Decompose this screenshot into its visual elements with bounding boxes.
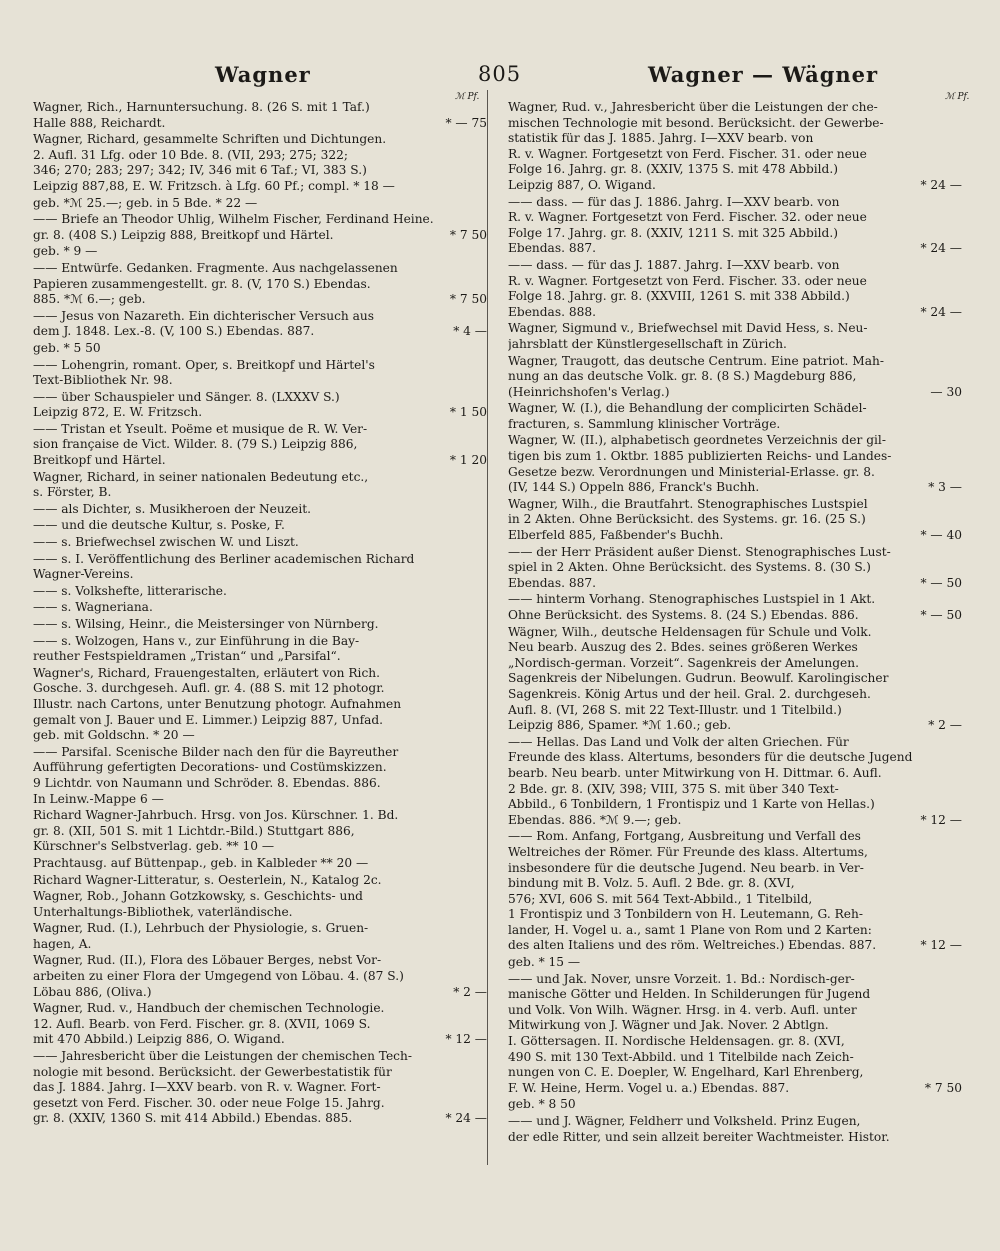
- entry-price: * 12 —: [920, 938, 962, 953]
- catalog-entry: [33, 244, 461, 260]
- entry-line: —— dass. — für das J. 1886. Jahrg. I—XXV bearb. von: [508, 194, 840, 209]
- entry-line: Sagenkreis. König Artus und der heil. Gral. 2. durchgeseh.: [508, 686, 871, 701]
- entry-line: Breitkopf und Härtel.: [33, 453, 166, 468]
- entry-line: R. v. Wagner. Fortgesetzt von Ferd. Fischer. 32. oder neue: [508, 210, 867, 225]
- entry-line: Gesetze bezw. Verordnungen und Ministerial-Erlasse. gr. 8.: [508, 464, 875, 479]
- entry-line: Wagner, W. (I.), die Behandlung der complicirten Schädel-: [508, 401, 867, 416]
- entry-line: arbeiten zu einer Flora der Umgegend von Löbau. 4. (87 S.): [33, 969, 404, 984]
- currency-unit-right: ℳ Pf.: [945, 92, 970, 102]
- entry-line: Ebendas. 887.: [508, 241, 596, 256]
- entry-line: —— als Dichter, s. Musikheroen der Neuzeit.: [33, 501, 312, 516]
- entry-line: „Nordisch-german. Vorzeit“. Sagenkreis der Amelungen.: [508, 655, 859, 670]
- entry-line: Wagner's, Richard, Frauengestalten, erläutert von Rich.: [33, 665, 380, 680]
- entry-line: Unterhaltungs-Bibliothek, vaterländische.: [33, 904, 293, 919]
- entry-line: 885. *ℳ 6.—; geb.: [33, 292, 146, 307]
- entry-line: mischen Technologie mit besond. Berücksicht. der Gewerbe-: [508, 115, 884, 130]
- entry-line: (IV, 144 S.) Oppeln 886, Franck's Buchh.: [508, 480, 760, 495]
- entry-line: 490 S. mit 130 Text-Abbild. und 1 Titelbilde nach Zeich-: [508, 1049, 854, 1064]
- entry-line: geb. *ℳ 25.—; geb. in 5 Bde. * 22 —: [33, 195, 258, 210]
- entry-line: —— Lohengrin, romant. Oper, s. Breitkopf und Härtel's: [33, 357, 375, 372]
- catalog-entry: [33, 502, 461, 518]
- entry-line: —— Briefe an Theodor Uhlig, Wilhelm Fischer, Ferdinand Heine.: [33, 212, 434, 227]
- entry-line: (Heinrichshofen's Verlag.): [508, 384, 670, 399]
- catalog-entry: [33, 212, 487, 243]
- entry-line: Folge 18. Jahrg. gr. 8. (XXVIII, 1261 S. mit 338 Abbild.): [508, 289, 850, 304]
- entry-line: sion française de Vict. Wilder. 8. (79 S.) Leipzig 886,: [33, 437, 358, 452]
- catalog-entry: [33, 260, 487, 308]
- entry-line: Mitwirkung von J. Wägner und Jak. Nover. 2 Abtlgn.: [508, 1018, 829, 1033]
- entry-line: nologie mit besond. Berücksicht. der Gewerbestatistik für: [33, 1064, 392, 1079]
- catalog-entry: [33, 584, 461, 600]
- entry-line: —— s. Wolzogen, Hans v., zur Einführung in die Bay-: [33, 633, 360, 648]
- entry-line: gr. 8. (XXIV, 1360 S. mit 414 Abbild.) Ebendas. 885.: [33, 1111, 353, 1126]
- page-number: 805: [478, 62, 522, 86]
- entry-line: —— über Schauspieler und Sänger. 8. (LXXXV S.): [33, 389, 340, 404]
- entry-line: Folge 17. Jahrg. gr. 8. (XXIV, 1211 S. mit 325 Abbild.): [508, 225, 838, 240]
- entry-line: —— s. Volkshefte, litterarische.: [33, 583, 227, 598]
- entry-line: Wagner, Wilh., die Brautfahrt. Stenographisches Lustspiel: [508, 496, 868, 511]
- catalog-entry: [33, 1001, 487, 1048]
- catalog-entry: [33, 341, 461, 357]
- catalog-entry: [33, 535, 461, 551]
- catalog-entry: [508, 194, 962, 257]
- entry-price: * 7 50: [449, 292, 487, 307]
- entry-price: — 30: [930, 384, 962, 399]
- entry-line: R. v. Wagner. Fortgesetzt von Ferd. Fischer. 31. oder neue: [508, 146, 867, 161]
- entry-price: * 1 20: [449, 453, 487, 468]
- entry-line: jahrsblatt der Künstlergesellschaft in Zürich.: [508, 336, 787, 351]
- entry-price: * 24 —: [920, 304, 962, 319]
- running-head-right: Wagner — Wägner: [648, 62, 879, 87]
- entry-line: der edle Ritter, und sein allzeit bereiter Wachtmeister. Histor.: [508, 1129, 890, 1144]
- entry-line: —— s. I. Veröffentlichung des Berliner academischen Richard: [33, 551, 415, 566]
- entry-line: —— s. Wagneriana.: [33, 600, 153, 615]
- entry-line: 2 Bde. gr. 8. (XIV, 398; VIII, 375 S. mit über 340 Text-: [508, 781, 839, 796]
- catalog-entry: [508, 401, 936, 432]
- catalog-entry: [33, 421, 487, 469]
- entry-line: Wagner, Rud. (II.), Flora des Löbauer Berges, nebst Vor-: [33, 953, 382, 968]
- catalog-entry: [508, 321, 936, 352]
- entry-line: —— Tristan et Yseult. Poëme et musique de R. W. Ver-: [33, 421, 368, 436]
- catalog-entry: [508, 971, 962, 1097]
- catalog-entry: [508, 955, 936, 971]
- entry-line: Wagner, Richard, in seiner nationalen Bedeutung etc.,: [33, 469, 369, 484]
- entry-line: manische Götter und Helden. In Schilderungen für Jugend: [508, 987, 871, 1002]
- entry-line: Wagner-Vereins.: [33, 567, 134, 582]
- entry-price: * 12 —: [920, 812, 962, 827]
- entry-line: mit 470 Abbild.) Leipzig 886, O. Wigand.: [33, 1032, 285, 1047]
- entry-line: Wagner, Rob., Johann Gotzkowsky, s. Geschichts- und: [33, 889, 363, 904]
- entry-line: Wagner, Rich., Harnuntersuchung. 8. (26 S. mit 1 Taf.): [33, 100, 370, 114]
- entry-line: —— Jahresbericht über die Leistungen der chemischen Tech-: [33, 1049, 412, 1064]
- entry-price: * — 75: [445, 115, 487, 130]
- entry-line: 346; 270; 283; 297; 342; IV, 346 mit 6 Taf.; VI, 383 S.): [33, 163, 367, 178]
- entry-line: —— hinterm Vorhang. Stenographisches Lustspiel in 1 Akt.: [508, 592, 876, 607]
- entry-line: geb. * 8 50: [508, 1097, 576, 1112]
- running-head-left: Wagner: [215, 62, 311, 87]
- catalog-entry: [33, 518, 461, 534]
- entry-line: gr. 8. (408 S.) Leipzig 888, Breitkopf und Härtel.: [33, 227, 334, 242]
- entry-line: tigen bis zum 1. Oktbr. 1885 publizierten Reichs- und Landes-: [508, 449, 892, 464]
- entry-price: * 24 —: [920, 177, 962, 192]
- catalog-entry: [33, 889, 461, 920]
- entry-line: Gosche. 3. durchgeseh. Aufl. gr. 4. (88 S. mit 12 photogr.: [33, 681, 385, 696]
- catalog-entry: [33, 100, 487, 131]
- entry-price: * 24 —: [445, 1111, 487, 1126]
- entry-line: —— Rom. Anfang, Fortgang, Ausbreitung und Verfall des: [508, 829, 861, 844]
- catalog-entry: [33, 132, 461, 194]
- entry-line: Folge 16. Jahrg. gr. 8. (XXIV, 1375 S. mit 478 Abbild.): [508, 162, 838, 177]
- entry-line: —— und J. Wägner, Feldherr und Volksheld. Prinz Eugen,: [508, 1114, 861, 1128]
- entry-line: Löbau 886, (Oliva.): [33, 984, 152, 999]
- entry-line: in 2 Akten. Ohne Berücksicht. des Systems. gr. 16. (25 S.): [508, 512, 866, 527]
- catalog-entry: [508, 1097, 936, 1113]
- entry-line: 576; XVI, 606 S. mit 564 Text-Abbild., 1 Titelbild,: [508, 891, 813, 906]
- entry-line: —— der Herr Präsident außer Dienst. Stenographisches Lust-: [508, 544, 891, 559]
- entry-line: 9 Lichtdr. von Naumann und Schröder. 8. Ebendas. 886.: [33, 775, 381, 790]
- catalog-entry: [33, 856, 461, 872]
- entry-price: * 24 —: [920, 241, 962, 256]
- catalog-entry: [33, 953, 487, 1000]
- catalog-entry: [33, 470, 461, 501]
- entry-line: Richard Wagner-Jahrbuch. Hrsg. von Jos. Kürschner. 1. Bd.: [33, 808, 399, 823]
- catalog-entry: [508, 496, 962, 544]
- entry-line: gemalt von J. Bauer und E. Limmer.) Leipzig 887, Unfad.: [33, 712, 384, 727]
- catalog-entry: [33, 358, 461, 389]
- entry-line: s. Förster, B.: [33, 485, 112, 500]
- entry-price: * — 40: [920, 528, 962, 543]
- entry-line: dem J. 1848. Lex.-8. (V, 100 S.) Ebendas. 887.: [33, 324, 315, 339]
- entry-line: Freunde des klass. Altertums, besonders für die deutsche Jugend: [508, 750, 913, 765]
- catalog-entry: [508, 829, 962, 954]
- entry-line: das J. 1884. Jahrg. I—XXV bearb. von R. v. Wagner. Fort-: [33, 1080, 381, 1095]
- catalog-entry: [33, 666, 461, 744]
- entry-line: 2. Aufl. 31 Lfg. oder 10 Bde. 8. (VII, 293; 275; 322;: [33, 147, 349, 162]
- entry-line: Elberfeld 885, Faßbender's Buchh.: [508, 528, 724, 543]
- entry-line: Leipzig 887, O. Wigand.: [508, 177, 656, 192]
- entry-line: —— und Jak. Nover, unsre Vorzeit. 1. Bd.: Nordisch-ger-: [508, 971, 855, 986]
- entry-line: gr. 8. (XII, 501 S. mit 1 Lichtdr.-Bild.) Stuttgart 886,: [33, 823, 355, 838]
- currency-unit-left: ℳ Pf.: [455, 92, 480, 102]
- entry-line: I. Göttersagen. II. Nordische Heldensagen. gr. 8. (XVI,: [508, 1034, 845, 1049]
- entry-line: Ohne Berücksicht. des Systems. 8. (24 S.) Ebendas. 886.: [508, 608, 859, 622]
- entry-price: * — 50: [920, 575, 962, 590]
- entry-price: * 7 50: [924, 1080, 962, 1095]
- catalog-entry: [33, 617, 461, 633]
- entry-line: 1 Frontispiz und 3 Tonbildern von H. Leutemann, G. Reh-: [508, 907, 863, 922]
- catalog-entry: [508, 624, 962, 734]
- entry-line: Halle 888, Reichardt.: [33, 115, 166, 130]
- entry-line: geb. mit Goldschn. * 20 —: [33, 728, 195, 743]
- catalog-entry: [33, 196, 461, 212]
- entry-line: hagen, A.: [33, 936, 92, 951]
- entry-line: Aufl. 8. (VI, 268 S. mit 22 Text-Illustr. und 1 Titelbild.): [508, 702, 842, 717]
- entry-line: Wagner, Rud. v., Handbuch der chemischen Technologie.: [33, 1001, 385, 1016]
- entry-price: * 3 —: [928, 480, 962, 495]
- entry-line: Aufführung gefertigten Decorations- und Costümskizzen.: [33, 760, 387, 775]
- entry-line: Prachtausg. auf Büttenpap., geb. in Kalbleder ** 20 —: [33, 855, 369, 870]
- entry-price: * 4 —: [453, 324, 487, 339]
- entry-line: 12. Aufl. Bearb. von Ferd. Fischer. gr. 8. (XVII, 1069 S.: [33, 1016, 371, 1031]
- entry-line: nung an das deutsche Volk. gr. 8. (8 S.) Magdeburg 886,: [508, 369, 857, 384]
- entry-line: statistik für das J. 1885. Jahrg. I—XXV bearb. von: [508, 131, 814, 146]
- entry-line: Kürschner's Selbstverlag. geb. ** 10 —: [33, 839, 275, 854]
- entry-line: Leipzig 887,88, E. W. Fritzsch. à Lfg. 60 Pf.; compl. * 18 —: [33, 178, 395, 193]
- entry-line: Wagner, Rud. v., Jahresbericht über die Leistungen der che-: [508, 100, 878, 114]
- entry-price: * 1 50: [449, 405, 487, 420]
- entry-line: geb. * 5 50: [33, 340, 101, 355]
- entry-line: geb. * 9 —: [33, 244, 98, 259]
- entry-price: * 2 —: [453, 984, 487, 999]
- catalog-entry: [33, 634, 461, 665]
- column-divider: [487, 90, 488, 1165]
- catalog-entry: [508, 544, 962, 592]
- entry-line: Wagner, Sigmund v., Briefwechsel mit David Hess, s. Neu-: [508, 321, 868, 336]
- entry-line: —— Entwürfe. Gedanken. Fragmente. Aus nachgelassenen: [33, 260, 398, 275]
- entry-line: —— dass. — für das J. 1887. Jahrg. I—XXV bearb. von: [508, 257, 840, 272]
- left-column: [33, 100, 487, 1128]
- entry-line: Illustr. nach Cartons, unter Benutzung photogr. Aufnahmen: [33, 696, 402, 711]
- entry-line: Wägner, Wilh., deutsche Heldensagen für Schule und Volk.: [508, 624, 872, 639]
- entry-line: —— s. Wilsing, Heinr., die Meistersinger von Nürnberg.: [33, 617, 379, 631]
- entry-line: —— und die deutsche Kultur, s. Poske, F.: [33, 518, 285, 533]
- entry-line: Text-Bibliothek Nr. 98.: [33, 373, 173, 388]
- catalog-entry: [33, 600, 461, 616]
- catalog-entry: [508, 353, 962, 401]
- entry-line: Ebendas. 888.: [508, 304, 596, 319]
- catalog-entry: [508, 1114, 936, 1145]
- entry-line: spiel in 2 Akten. Ohne Berücksicht. des Systems. 8. (30 S.): [508, 560, 871, 575]
- entry-price: * 12 —: [445, 1032, 487, 1047]
- entry-line: R. v. Wagner. Fortgesetzt von Ferd. Fischer. 33. oder neue: [508, 273, 867, 288]
- entry-line: Abbild., 6 Tonbildern, 1 Frontispiz und 1 Karte von Hellas.): [508, 797, 875, 812]
- entry-line: reuther Festspieldramen „Tristan“ und „Parsifal“.: [33, 649, 341, 664]
- entry-line: Wagner, Rud. (I.), Lehrbuch der Physiologie, s. Gruen-: [33, 921, 369, 936]
- entry-price: * 7 50: [449, 227, 487, 242]
- catalog-entry: [508, 734, 962, 829]
- catalog-entry: [33, 921, 461, 952]
- right-column: [508, 100, 962, 1146]
- catalog-entry: [508, 433, 962, 495]
- entry-line: Wagner, Richard, gesammelte Schriften und Dichtungen.: [33, 132, 387, 147]
- entry-line: bearb. Neu bearb. unter Mitwirkung von H. Dittmar. 6. Aufl.: [508, 765, 882, 780]
- entry-line: lander, H. Vogel u. a., samt 1 Plane von Rom und 2 Karten:: [508, 922, 872, 937]
- catalog-entry: [33, 873, 461, 889]
- entry-price: * 2 —: [928, 718, 962, 733]
- catalog-entry: [33, 389, 487, 421]
- entry-line: nungen von C. E. Doepler, W. Engelhard, Karl Ehrenberg,: [508, 1065, 864, 1080]
- entry-line: Richard Wagner-Litteratur, s. Oesterlein, N., Katalog 2c.: [33, 872, 382, 887]
- catalog-entry: [33, 308, 487, 340]
- entry-line: Wagner, W. (II.), alphabetisch geordnetes Verzeichnis der gil-: [508, 433, 886, 448]
- entry-line: und Volk. Von Wilh. Wägner. Hrsg. in 4. verb. Aufl. unter: [508, 1002, 857, 1017]
- entry-line: Weltreiches der Römer. Für Freunde des klass. Altertums,: [508, 844, 868, 859]
- entry-line: geb. * 15 —: [508, 955, 581, 970]
- entry-line: Leipzig 886, Spamer. *ℳ 1.60.; geb.: [508, 718, 732, 733]
- catalog-entry: [33, 808, 461, 855]
- catalog-entry: [33, 745, 461, 807]
- catalog-entry: [508, 592, 962, 623]
- entry-line: insbesondere für die deutsche Jugend. Neu bearb. in Ver-: [508, 860, 864, 875]
- entry-line: bindung mit B. Volz. 5. Aufl. 2 Bde. gr. 8. (XVI,: [508, 876, 795, 891]
- entry-line: fracturen, s. Sammlung klinischer Vorträge.: [508, 416, 781, 431]
- catalog-entry: [33, 1049, 487, 1127]
- entry-line: Papieren zusammengestellt. gr. 8. (V, 170 S.) Ebendas.: [33, 276, 371, 291]
- entry-line: F. W. Heine, Herm. Vogel u. a.) Ebendas. 887.: [508, 1080, 790, 1095]
- entry-line: Ebendas. 887.: [508, 575, 596, 590]
- entry-line: Leipzig 872, E. W. Fritzsch.: [33, 405, 203, 420]
- catalog-entry: [508, 257, 962, 320]
- entry-line: Neu bearb. Auszug des 2. Bdes. seines größeren Werkes: [508, 640, 858, 655]
- entry-line: —— Parsifal. Scenische Bilder nach den für die Bayreuther: [33, 744, 399, 759]
- entry-line: gesetzt von Ferd. Fischer. 30. oder neue Folge 15. Jahrg.: [33, 1095, 385, 1110]
- entry-line: —— s. Briefwechsel zwischen W. und Liszt.: [33, 535, 299, 550]
- entry-line: Wagner, Traugott, das deutsche Centrum. Eine patriot. Mah-: [508, 353, 884, 368]
- entry-price: * — 50: [920, 608, 962, 622]
- entry-line: —— Jesus von Nazareth. Ein dichterischer Versuch aus: [33, 308, 374, 323]
- catalog-entry: [508, 100, 962, 194]
- entry-line: des alten Italiens und des röm. Weltreiches.) Ebendas. 887.: [508, 938, 877, 953]
- entry-line: Ebendas. 886. *ℳ 9.—; geb.: [508, 812, 682, 827]
- entry-line: In Leinw.-Mappe 6 —: [33, 791, 164, 806]
- catalog-entry: [33, 552, 461, 583]
- entry-line: —— Hellas. Das Land und Volk der alten Griechen. Für: [508, 734, 849, 749]
- entry-line: Sagenkreis der Nibelungen. Gudrun. Beowulf. Karolingischer: [508, 671, 889, 686]
